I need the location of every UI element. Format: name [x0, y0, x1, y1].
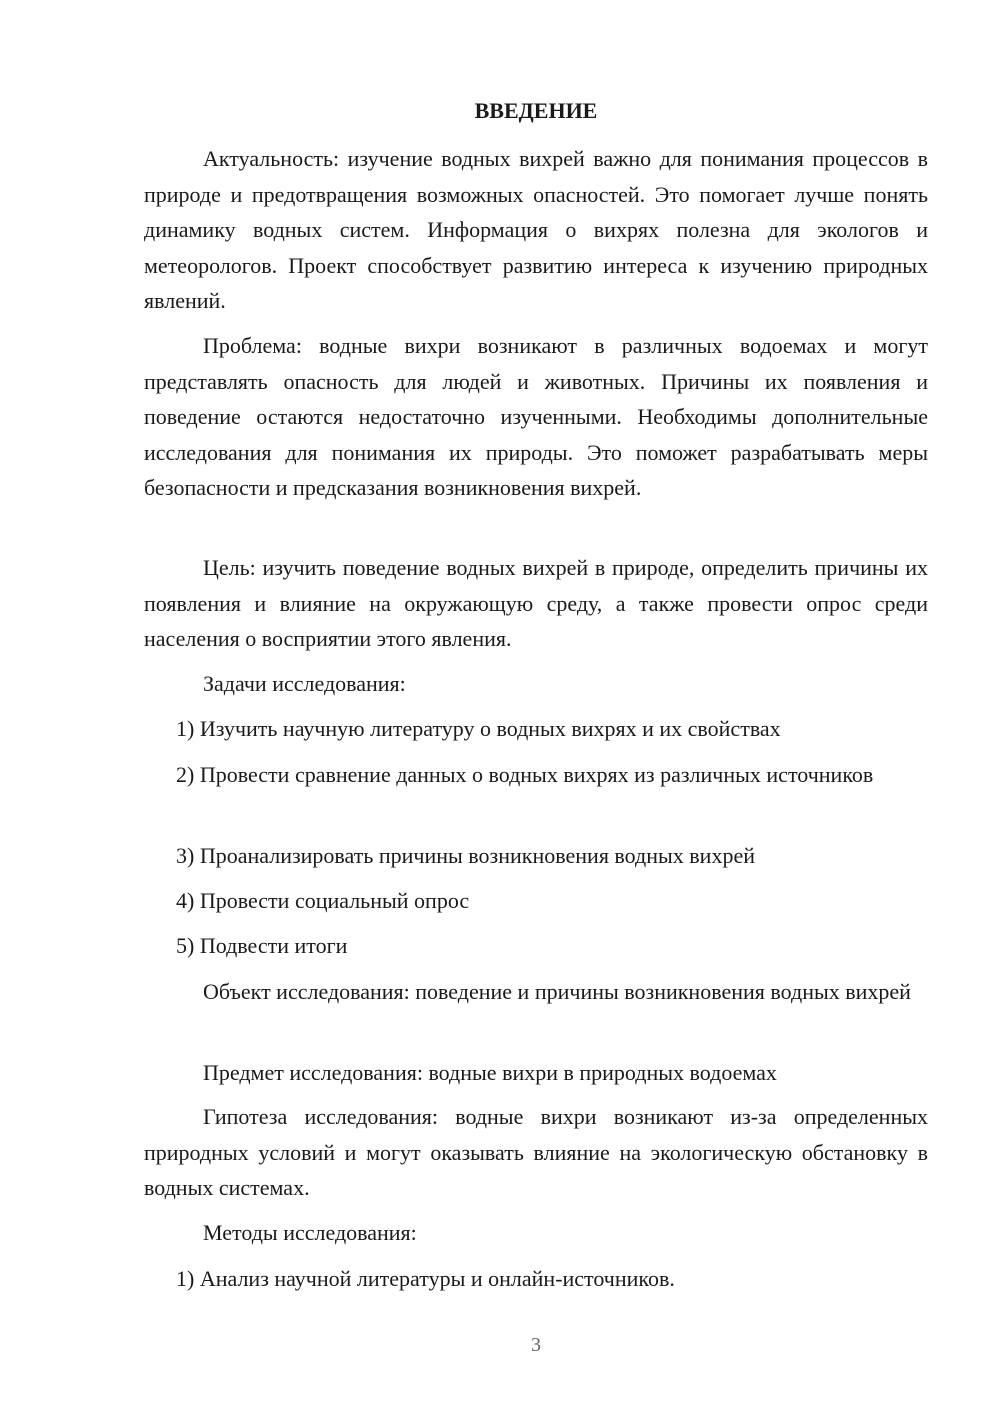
paragraph-object: Объект исследования: поведение и причины возникновения водных вихрей	[203, 979, 911, 1004]
task-item-1: 1) Изучить научную литературу о водных вихрях и их свойствах	[176, 716, 781, 741]
task-item-2: 2) Провести сравнение данных о водных вихрях из различных источников	[176, 762, 874, 787]
task-item-5: 5) Подвести итоги	[176, 933, 348, 958]
section-title: ВВЕДЕНИЕ	[474, 98, 598, 123]
paragraph-hypothesis: Гипотеза исследования: водные вихри возникают из-за определенных природных условий и могут оказывать влияние на экологическую обстановку в водных системах.	[144, 1104, 928, 1200]
tasks-heading: Задачи исследования:	[203, 671, 406, 696]
page-number: 3	[531, 1334, 541, 1356]
task-item-4: 4) Провести социальный опрос	[176, 888, 470, 913]
paragraph-goal: Цель: изучить поведение водных вихрей в природе, определить причины их появления и влияние на окружающую среду, а также провести опрос среди населения о восприятии этого явления.	[144, 555, 928, 651]
paragraph-problem: Проблема: водные вихри возникают в различных водоемах и могут представлять опасность для людей и животных. Причины их появления и поведение остаются недостаточно изученными. Необходимы дополнительные исследования для понимания их природы. Это поможет разрабатывать меры безопасности и предсказания возникновения вихрей.	[144, 333, 928, 500]
methods-heading: Методы исследования:	[203, 1220, 417, 1245]
paragraph-relevance: Актуальность: изучение водных вихрей важно для понимания процессов в природе и предотвращения возможных опасностей. Это помогает лучше понять динамику водных систем. Информация о вихрях полезна для экологов и метеорологов. Проект способствует развитию интереса к изучению природных явлений.	[144, 146, 928, 313]
method-item-1: 1) Анализ научной литературы и онлайн-источников.	[176, 1266, 675, 1291]
task-item-3: 3) Проанализировать причины возникновения водных вихрей	[176, 843, 755, 868]
document-page	[144, 0, 928, 1414]
paragraph-subject: Предмет исследования: водные вихри в природных водоемах	[203, 1060, 777, 1085]
